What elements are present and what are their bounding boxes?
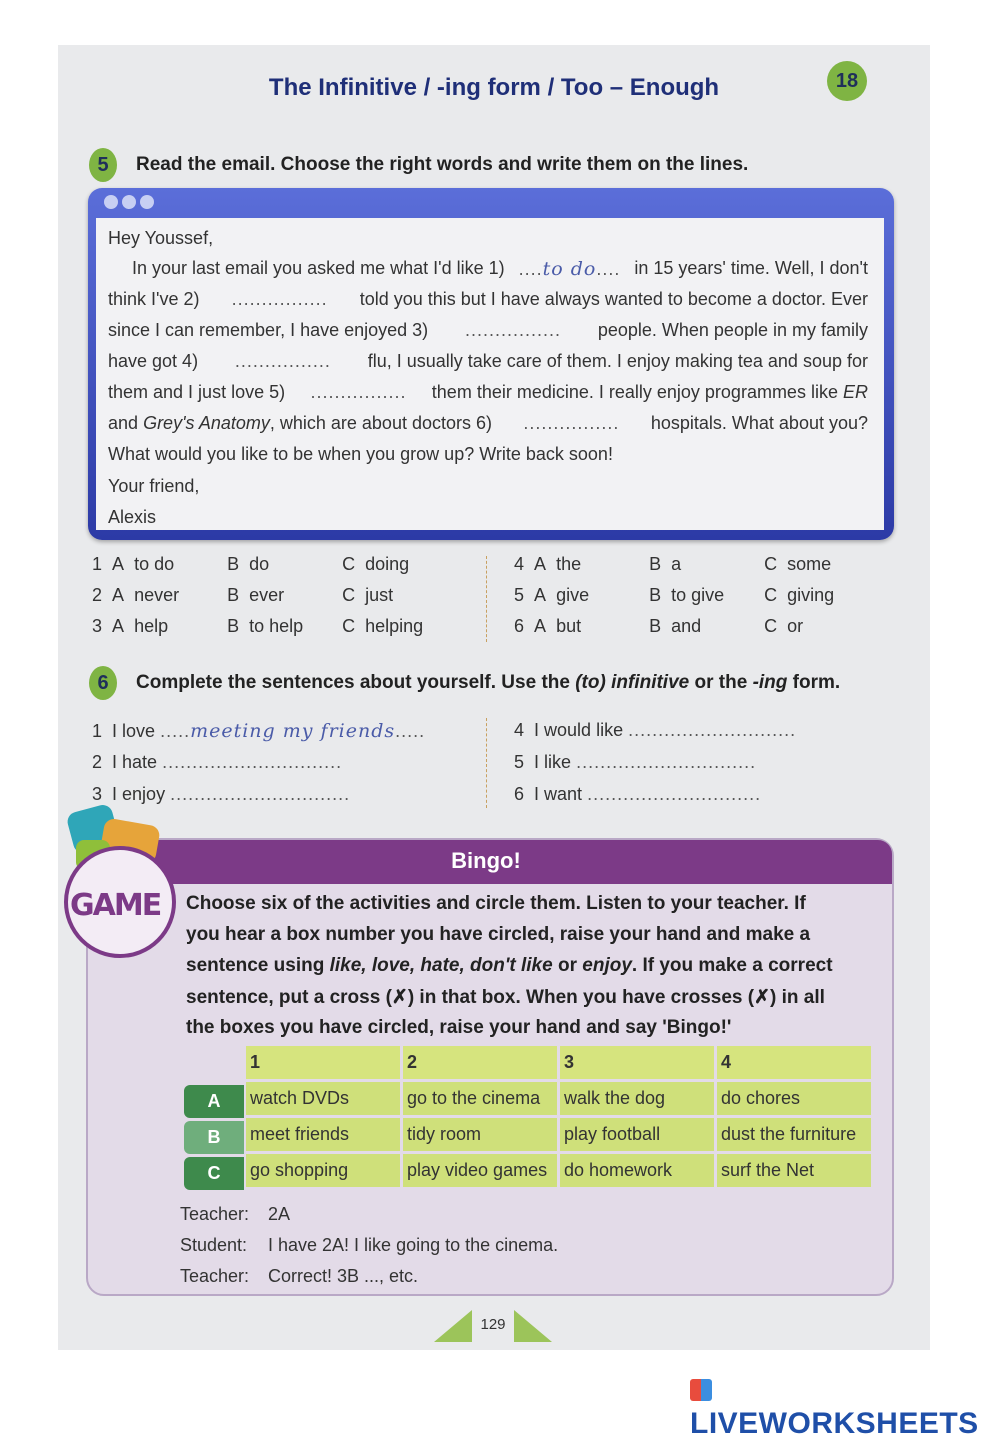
email-line-4: have got 4) ................ flu, I usually take care of them. I enjoy making tea and soup for: [108, 351, 868, 371]
sentence-5-answer[interactable]: ..............................: [576, 752, 757, 772]
option-5c[interactable]: giving: [787, 585, 835, 605]
sentence-4-answer[interactable]: ............................: [628, 720, 797, 740]
game-instruction-line-5: the boxes you have circled, raise your hand and say 'Bingo!': [186, 1017, 732, 1038]
sentence-2: 2 I hate ..............................: [92, 752, 343, 772]
page-number-tab: [434, 1310, 552, 1342]
bingo-header-row: [246, 1046, 874, 1082]
option-4b[interactable]: a: [671, 554, 682, 574]
window-dot-icon: [122, 195, 136, 209]
window-dots: [104, 195, 158, 214]
window-dot-icon: [104, 195, 118, 209]
option-2c[interactable]: just: [365, 585, 394, 605]
option-6b[interactable]: and: [671, 616, 702, 636]
sentence-4: 4 I would like ............................: [514, 720, 797, 740]
option-5a[interactable]: give: [556, 585, 590, 605]
blank-3[interactable]: ................: [465, 320, 562, 340]
game-badge-text: GAME: [70, 888, 161, 923]
option-row-1: 1 A to do B do C doing: [92, 554, 410, 574]
bingo-row-b: [246, 1118, 874, 1154]
blank-2[interactable]: ................: [231, 289, 328, 309]
option-6c[interactable]: or: [787, 616, 804, 636]
option-2a[interactable]: never: [134, 585, 180, 605]
option-row-5: 5 A give B to give C giving: [514, 585, 835, 605]
game-instruction-line-2: you hear a box number you have circled, raise your hand and make a: [186, 924, 811, 945]
bingo-col-header: 3: [560, 1046, 717, 1082]
sentence-6: 6 I want .............................: [514, 784, 762, 804]
bingo-row-label-c: C: [184, 1157, 244, 1190]
bingo-cell-c4[interactable]: surf the Net: [717, 1154, 874, 1190]
bingo-cell-a1[interactable]: watch DVDs: [246, 1082, 403, 1118]
window-dot-icon: [140, 195, 154, 209]
option-5b[interactable]: to give: [671, 585, 725, 605]
email-line-5: them and I just love 5) ................ them their medicine. I really enjoy programmes like ER: [108, 382, 868, 402]
liveworksheets-logo-icon: [690, 1379, 712, 1401]
option-2b[interactable]: ever: [249, 585, 285, 605]
option-3b[interactable]: to help: [249, 616, 304, 636]
game-title: Bingo!: [451, 848, 521, 873]
email-line-1: In your last email you asked me what I'd like 1) ....to do.... in 15 years' time. Well, I don't: [132, 258, 868, 280]
bingo-grid: [246, 1046, 874, 1190]
blank-6[interactable]: ................: [523, 413, 620, 433]
option-row-3: 3 A help B to help C helping: [92, 616, 424, 636]
exercise-5-number: 5: [89, 148, 117, 182]
dialogue-line-1: Teacher: 2A: [180, 1204, 291, 1224]
sentences-divider: [486, 718, 487, 808]
blank-1[interactable]: ....to do....: [518, 258, 621, 280]
dialogue-line-2: Student: I have 2A! I like going to the cinema.: [180, 1235, 559, 1255]
sentence-2-answer[interactable]: ..............................: [162, 752, 343, 772]
bingo-cell-c1[interactable]: go shopping: [246, 1154, 403, 1190]
bingo-cell-c2[interactable]: play video games: [403, 1154, 560, 1190]
game-instruction-line-3: sentence using like, love, hate, don't like or enjoy. If you make a correct: [186, 955, 833, 976]
bingo-cell-b3[interactable]: play football: [560, 1118, 717, 1154]
sentence-3: 3 I enjoy ..............................: [92, 784, 351, 804]
bingo-col-header: 1: [246, 1046, 403, 1082]
blank-5[interactable]: ................: [310, 382, 407, 402]
email-greeting: Hey Youssef,: [108, 228, 214, 248]
email-line-2: think I've 2) ................ told you this but I have always wanted to become a doctor. Ever: [108, 289, 868, 309]
bingo-row-label-a: A: [184, 1085, 244, 1118]
bingo-cell-a3[interactable]: walk the dog: [560, 1082, 717, 1118]
option-1b[interactable]: do: [249, 554, 270, 574]
page-number: 129: [480, 1316, 506, 1333]
liveworksheets-logo[interactable]: LIVEWORKSHEETS: [690, 1373, 1000, 1441]
dialogue-line-3: Teacher: Correct! 3B ..., etc.: [180, 1266, 419, 1286]
sentence-1-answer[interactable]: .....meeting my friends.....: [160, 720, 426, 742]
bingo-cell-c3[interactable]: do homework: [560, 1154, 717, 1190]
bingo-col-header: 4: [717, 1046, 874, 1082]
email-line-7: What would you like to be when you grow up? Write back soon!: [108, 444, 613, 464]
page-tab-right-icon: [514, 1310, 552, 1342]
bingo-cell-a4[interactable]: do chores: [717, 1082, 874, 1118]
option-row-4: 4 A the B a C some: [514, 554, 832, 574]
sentence-3-answer[interactable]: ..............................: [170, 784, 351, 804]
game-instruction-line-1: Choose six of the activities and circle them. Listen to your teacher. If: [186, 893, 806, 914]
sentence-6-answer[interactable]: .............................: [587, 784, 762, 804]
option-row-2: 2 A never B ever C just: [92, 585, 394, 605]
bingo-row-label-b: B: [184, 1121, 244, 1154]
page-title: The Infinitive / -ing form / Too – Enough: [268, 74, 720, 101]
blank-4[interactable]: ................: [234, 351, 331, 371]
page-tab-left-icon: [434, 1310, 472, 1342]
option-4a[interactable]: the: [556, 554, 582, 574]
option-4c[interactable]: some: [787, 554, 832, 574]
option-1c[interactable]: doing: [365, 554, 410, 574]
bingo-col-header: 2: [403, 1046, 560, 1082]
sentence-5: 5 I like ..............................: [514, 752, 757, 772]
sentence-1: 1 I love .....meeting my friends.....: [92, 720, 426, 742]
option-3a[interactable]: help: [134, 616, 169, 636]
exercise-6-instruction: Complete the sentences about yourself. Use the (to) infinitive or the -ing form.: [136, 672, 841, 693]
email-line-3: since I can remember, I have enjoyed 3) ................ people. When people in my family: [108, 320, 868, 340]
bingo-cell-b2[interactable]: tidy room: [403, 1118, 560, 1154]
option-6a[interactable]: but: [556, 616, 582, 636]
show-title-er: ER: [842, 382, 868, 402]
email-signature: Alexis: [108, 507, 157, 527]
option-1a[interactable]: to do: [134, 554, 175, 574]
option-3c[interactable]: helping: [365, 616, 424, 636]
bingo-row-c: [246, 1154, 874, 1190]
option-row-6: 6 A but B and C or: [514, 616, 804, 636]
game-instruction-line-4: sentence, put a cross (✗) in that box. When you have crosses (✗) in all: [186, 987, 825, 1008]
show-title-greys: Grey's Anatomy: [143, 413, 270, 433]
bingo-row-a: [246, 1082, 874, 1118]
options-divider: [486, 556, 487, 642]
bingo-cell-a2[interactable]: go to the cinema: [403, 1082, 560, 1118]
exercise-6-number: 6: [89, 666, 117, 700]
bingo-cell-b4[interactable]: dust the furniture: [717, 1118, 874, 1154]
unit-number-badge: 18: [827, 61, 867, 101]
bingo-cell-b1[interactable]: meet friends: [246, 1118, 403, 1154]
exercise-5-instruction: Read the email. Choose the right words and write them on the lines.: [136, 154, 749, 175]
email-line-6: and Grey's Anatomy, which are about doctors 6) ................ hospitals. What about you?: [108, 413, 868, 433]
email-signoff: Your friend,: [108, 476, 200, 496]
